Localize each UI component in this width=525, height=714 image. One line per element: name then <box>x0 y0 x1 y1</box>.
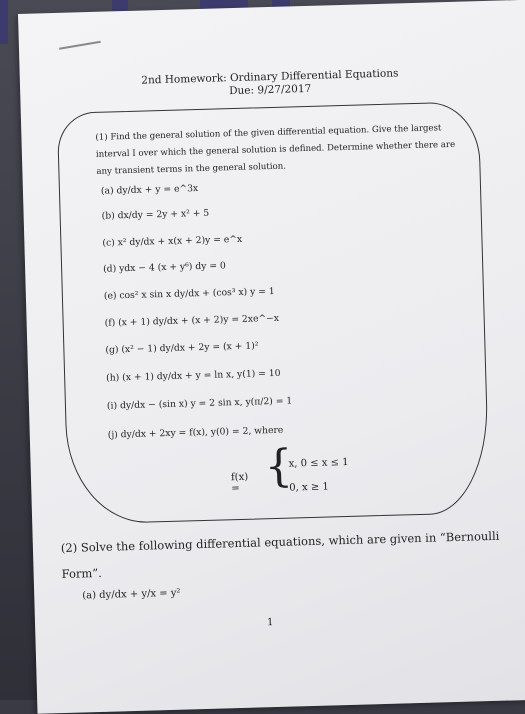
curly-brace: { <box>264 440 294 493</box>
problem-1e: (e) cos² x sin x dy/dx + (cos³ x) y = 1 <box>103 285 275 302</box>
section-1-instructions: (1) Find the general solution of the given differential equation. Give the largest interval I over which the general solution is defined. Determine whether there are any transient terms in the general solution. <box>95 123 456 177</box>
problem-2a: (a) dy/dx + y/x = y² <box>82 587 181 602</box>
document-header <box>130 67 411 101</box>
problem-1a: (a) dy/dx + y = e^3x <box>100 183 199 197</box>
problem-1h: (h) (x + 1) dy/dx + y = ln x, y(1) = 10 <box>106 367 281 384</box>
homework-sheet <box>18 0 525 714</box>
problem-1i: (i) dy/dx − (sin x) y = 2 sin x, y(π/2) = 1 <box>106 395 293 412</box>
piecewise-case-2: 0, x ≥ 1 <box>289 481 329 494</box>
due-date: Due: 9/27/2017 <box>229 82 312 98</box>
section-2-instructions: (2) Solve the following differential equations, which are given in “Bernoulli Form”. <box>60 528 500 581</box>
page-number: 1 <box>266 617 274 629</box>
problem-1b: (b) dx/dy = 2y + x² + 5 <box>101 207 210 222</box>
problem-1d: (d) ydx − 4 (x + y⁶) dy = 0 <box>103 260 226 275</box>
background-object <box>0 0 8 44</box>
pencil-mark <box>59 41 101 50</box>
problem-1g: (g) (x² − 1) dy/dx + 2y = (x + 1)² <box>105 340 259 356</box>
problem-1c: (c) x² dy/dx + x(x + 2)y = e^x <box>102 233 243 249</box>
piecewise-lhs: f(x) = <box>230 471 249 495</box>
problem-1j: (j) dy/dx + 2xy = f(x), y(0) = 2, where <box>107 424 284 441</box>
problem-1f: (f) (x + 1) dy/dx + (x + 2)y = 2xe^−x <box>104 312 280 329</box>
document-title: 2nd Homework: Ordinary Differential Equations <box>141 67 399 87</box>
piecewise-case-1: x, 0 ≤ x ≤ 1 <box>288 456 349 470</box>
